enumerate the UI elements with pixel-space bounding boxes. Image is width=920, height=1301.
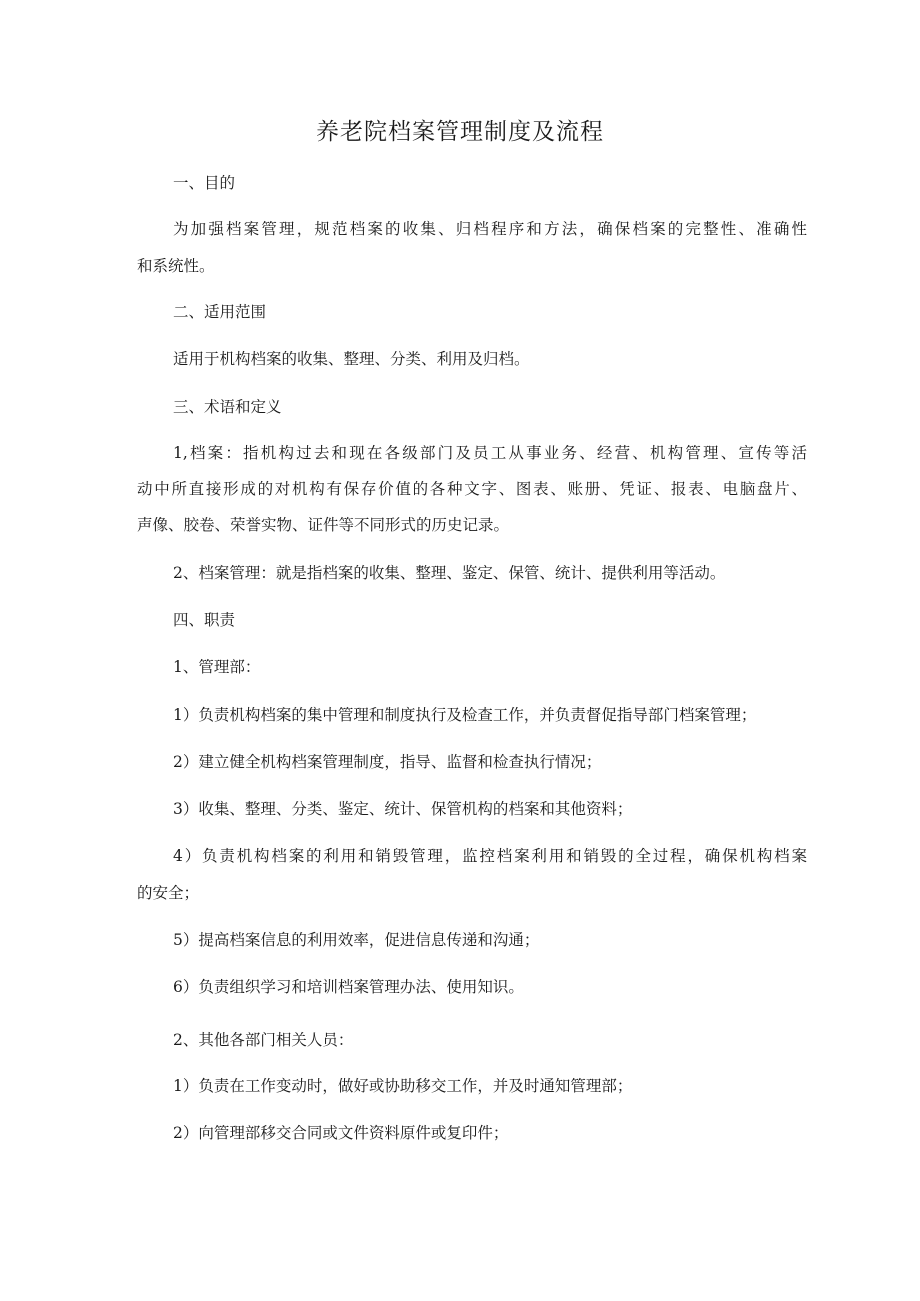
list-item: 2）建立健全机构档案管理制度，指导、监督和检查执行情况； bbox=[173, 753, 602, 771]
list-item: 4）负责机构档案的利用和销毁管理，监控档案利用和销毁的全过程，确保机构档案 bbox=[173, 847, 807, 865]
paragraph-line: 适用于机构档案的收集、整理、分类、利用及归档。 bbox=[173, 350, 530, 368]
subsection-heading: 1、管理部： bbox=[173, 658, 261, 676]
list-item: 3）收集、整理、分类、鉴定、统计、保管机构的档案和其他资料； bbox=[173, 800, 633, 818]
section-heading-terms: 三、术语和定义 bbox=[173, 398, 282, 416]
section-heading-purpose: 一、目的 bbox=[173, 174, 236, 192]
paragraph-line: 1,档案：指机构过去和现在各级部门及员工从事业务、经营、机构管理、宣传等活 bbox=[173, 444, 807, 462]
list-item-continuation: 的安全； bbox=[137, 884, 200, 902]
list-item: 1）负责机构档案的集中管理和制度执行及检查工作，并负责督促指导部门档案管理； bbox=[173, 706, 757, 724]
paragraph-line: 声像、胶卷、荣誉实物、证件等不同形式的历史记录。 bbox=[137, 516, 510, 534]
list-item: 2）向管理部移交合同或文件资料原件或复印件； bbox=[173, 1124, 509, 1142]
section-heading-duties: 四、职责 bbox=[173, 611, 236, 629]
paragraph-line: 2、档案管理：就是指档案的收集、整理、鉴定、保管、统计、提供利用等活动。 bbox=[173, 564, 726, 582]
paragraph-line: 和系统性。 bbox=[137, 257, 215, 275]
list-item: 1）负责在工作变动时，做好或协助移交工作，并及时通知管理部； bbox=[173, 1077, 633, 1095]
list-item: 5）提高档案信息的利用效率，促进信息传递和沟通； bbox=[173, 931, 540, 949]
document-title: 养老院档案管理制度及流程 bbox=[316, 119, 604, 145]
paragraph-line: 为加强档案管理，规范档案的收集、归档程序和方法，确保档案的完整性、准确性 bbox=[173, 220, 807, 238]
list-item: 6）负责组织学习和培训档案管理办法、使用知识。 bbox=[173, 978, 524, 996]
subsection-heading: 2、其他各部门相关人员： bbox=[173, 1031, 354, 1049]
section-heading-scope: 二、适用范围 bbox=[173, 303, 267, 321]
paragraph-line: 动中所直接形成的对机构有保存价值的各种文字、图表、账册、凭证、报表、电脑盘片、 bbox=[137, 480, 807, 498]
